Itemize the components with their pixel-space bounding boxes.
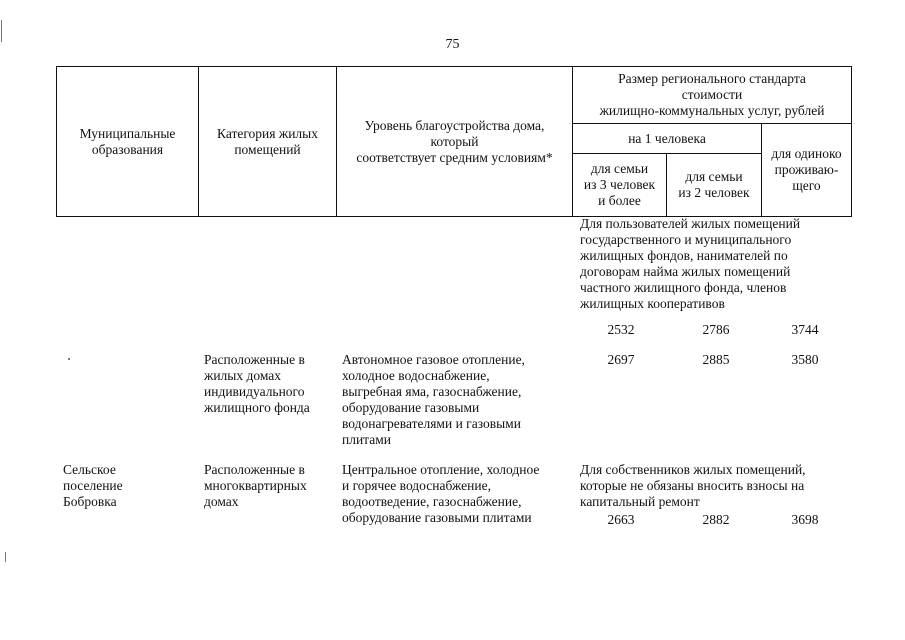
header-family3 bbox=[573, 154, 667, 217]
header-municipality-label: Муниципальные образования bbox=[79, 125, 176, 157]
header-standard-size-label: Размер регионального стандарта стоимости жилищно-коммунальных услуг, рублей bbox=[599, 71, 825, 118]
header-per-person bbox=[573, 124, 762, 154]
scan-speck bbox=[68, 358, 70, 360]
row3-value-single: 3698 bbox=[791, 512, 819, 527]
row2-value-family3: 2697 bbox=[607, 352, 635, 367]
table-header bbox=[56, 66, 852, 217]
row3-note: Для собственников жилых помещений, которые не обязаны вносить взносы на капитальный ремонт bbox=[580, 462, 806, 509]
header-family3-label: для семьи из 3 человек и более bbox=[583, 161, 656, 208]
header-level bbox=[337, 67, 573, 217]
row1-value-family2: 2786 bbox=[702, 322, 730, 337]
row1-note: Для пользователей жилых помещений государственного и муниципального жилищных фондов, нанимателей по договорам найма жилых помещений частного жилищного фонда, членов жилищных кооперативов bbox=[580, 216, 801, 311]
row2-value-single: 3580 bbox=[791, 352, 819, 367]
scan-edge-mark bbox=[1, 20, 2, 42]
row3-level: Центральное отопление, холодное и горячее водоснабжение, водоотведение, газоснабжение, оборудование газовыми плитами bbox=[342, 462, 540, 525]
header-per-person-label: на 1 человека bbox=[628, 130, 706, 146]
row3-municipality: Сельское поселение Бобровка bbox=[63, 462, 123, 509]
header-level-label: Уровень благоустройства дома, который соответствует средним условиям* bbox=[356, 117, 553, 165]
header-municipality bbox=[57, 67, 199, 217]
row2-value-family2: 2885 bbox=[702, 352, 730, 367]
row1-value-family3: 2532 bbox=[607, 322, 635, 337]
scan-edge-mark-lower bbox=[5, 552, 6, 562]
header-category-label: Категория жилых помещений bbox=[217, 125, 318, 157]
row1-value-single: 3744 bbox=[791, 322, 819, 337]
row2-category: Расположенные в жилых домах индивидуального жилищного фонда bbox=[204, 352, 310, 415]
header-family2 bbox=[667, 154, 762, 217]
header-category bbox=[199, 67, 337, 217]
page-number: 75 bbox=[445, 37, 460, 52]
header-single bbox=[762, 124, 852, 217]
header-standard-size bbox=[573, 67, 852, 124]
row3-category: Расположенные в многоквартирных домах bbox=[204, 462, 307, 509]
header-family2-label: для семьи из 2 человек bbox=[678, 169, 750, 200]
row2-level: Автономное газовое отопление, холодное водоснабжение, выгребная яма, газоснабжение, оборудование газовыми водонагревателями и газовыми плитами bbox=[342, 352, 525, 447]
row3-value-family3: 2663 bbox=[607, 512, 635, 527]
header-single-label: для одиноко проживаю- щего bbox=[771, 146, 842, 193]
row3-value-family2: 2882 bbox=[702, 512, 730, 527]
